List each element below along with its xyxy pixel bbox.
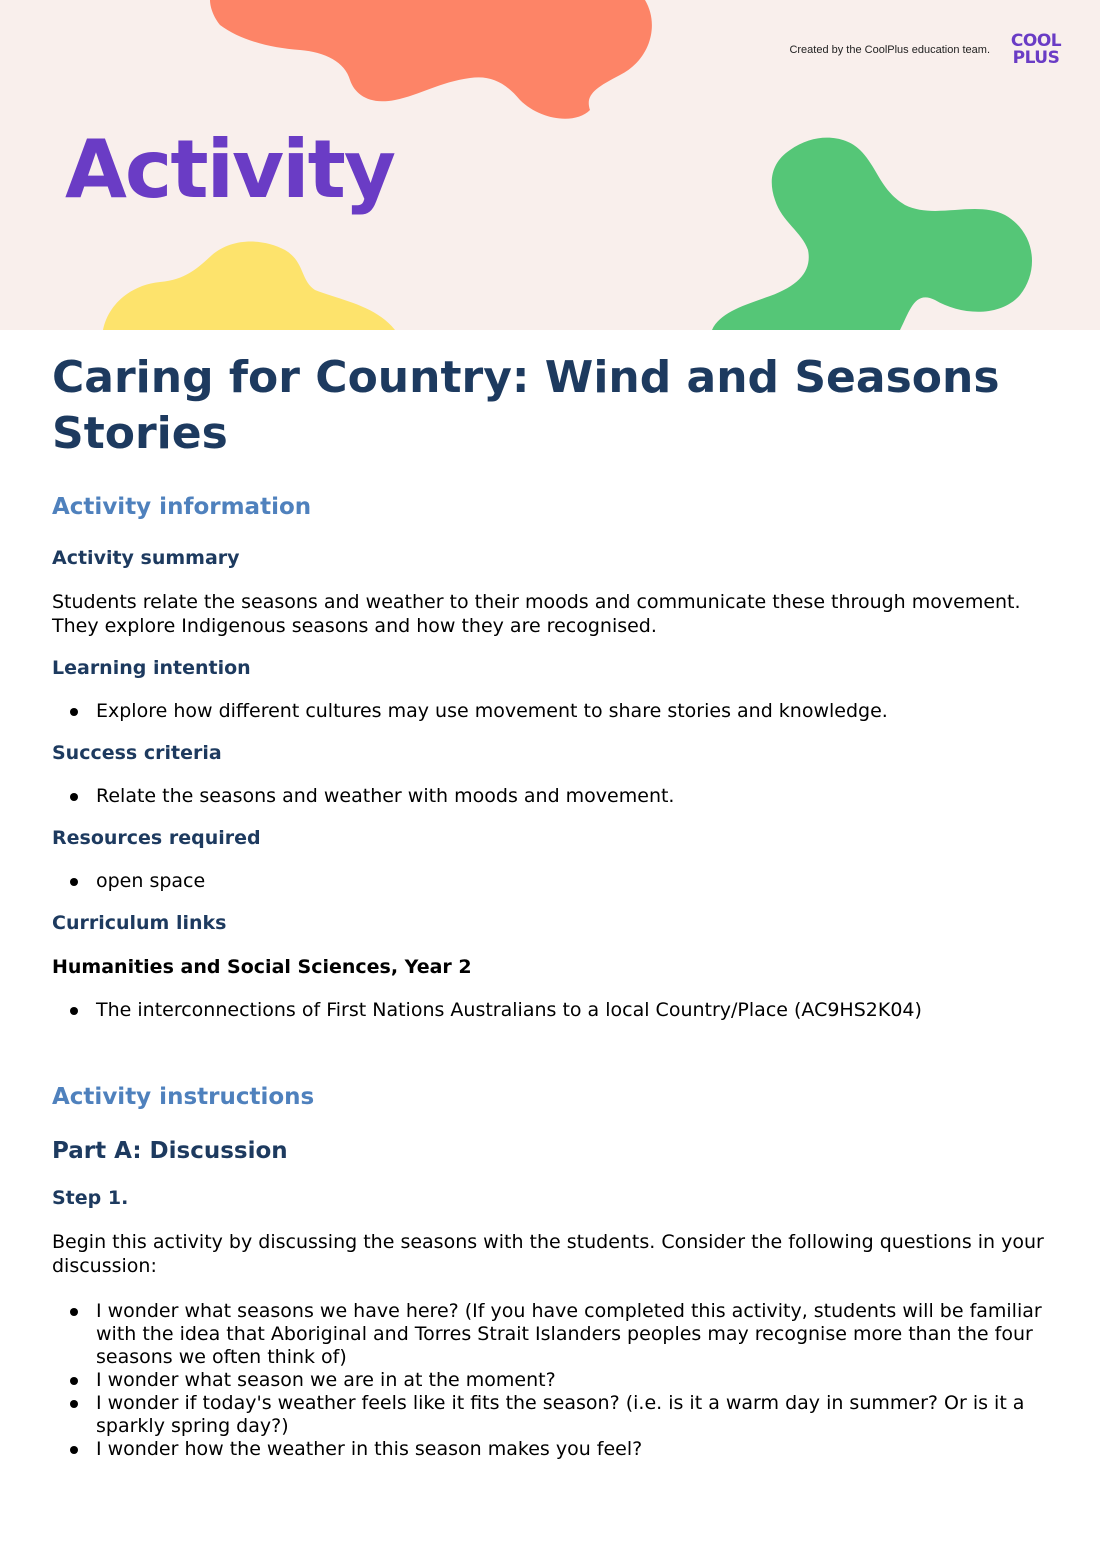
bullet-icon (70, 708, 78, 716)
document-content (52, 350, 1052, 1479)
bullet-icon (70, 1446, 78, 1454)
credit-text: Created by the CoolPlus education team. (789, 44, 990, 56)
coral-blob (210, 0, 652, 119)
coolplus-logo (1005, 33, 1067, 67)
bullet-icon (70, 1377, 78, 1385)
list-item-text: I wonder what season we are in at the moment? (96, 1369, 556, 1391)
list-item-text: Relate the seasons and weather with moods and movement. (96, 785, 675, 807)
list-item (52, 785, 1052, 808)
bullet-icon (70, 878, 78, 886)
list-item (52, 1369, 1052, 1392)
header-title: Activity (65, 123, 394, 216)
document-title: Caring for Country: Wind and Seasons Stories (52, 352, 1000, 459)
learning-intention-heading: Learning intention (52, 657, 251, 679)
logo-line-1: COOL (1010, 31, 1062, 51)
activity-summary-heading: Activity summary (52, 547, 240, 569)
part-a-heading: Part A: Discussion (52, 1138, 288, 1164)
step-1-questions-list (52, 1300, 1052, 1461)
resources-list (52, 870, 1052, 893)
list-item (52, 870, 1052, 893)
list-item (52, 1392, 1052, 1438)
success-criteria-list (52, 785, 1052, 808)
step-1-text: Begin this activity by discussing the seasons with the students. Consider the following questions in your discussion: (52, 1231, 1044, 1277)
activity-instructions-heading: Activity instructions (52, 1084, 315, 1110)
list-item-text: I wonder what seasons we have here? (If you have completed this activity, students will be familiar with the idea that Aboriginal and Torres Strait Islanders peoples may recognise more than the four seasons we often think of) (96, 1300, 1042, 1368)
curriculum-subject: Humanities and Social Sciences, Year 2 (52, 956, 472, 978)
list-item-text: open space (96, 870, 206, 892)
list-item (52, 1438, 1052, 1461)
list-item (52, 700, 1052, 723)
list-item-text: The interconnections of First Nations Australians to a local Country/Place (AC9HS2K04) (96, 999, 922, 1021)
list-item-text: I wonder if today's weather feels like it fits the season? (i.e. is it a warm day in summer? Or is it a sparkly spring day?) (96, 1392, 1025, 1437)
bullet-icon (70, 1308, 78, 1316)
logo-line-2: PLUS (1012, 48, 1060, 68)
list-item-text: I wonder how the weather in this season makes you feel? (96, 1438, 643, 1460)
list-item-text: Explore how different cultures may use movement to share stories and knowledge. (96, 700, 888, 722)
bullet-icon (70, 1007, 78, 1015)
activity-information-heading: Activity information (52, 494, 312, 520)
green-blob (712, 138, 1032, 330)
learning-intention-list (52, 700, 1052, 723)
header-banner (0, 0, 1100, 330)
success-criteria-heading: Success criteria (52, 742, 222, 764)
step-1-heading: Step 1. (52, 1187, 129, 1209)
list-item (52, 1300, 1052, 1369)
resources-heading: Resources required (52, 827, 261, 849)
curriculum-links-heading: Curriculum links (52, 912, 227, 934)
yellow-blob (103, 242, 395, 330)
bullet-icon (70, 793, 78, 801)
list-item (52, 999, 1052, 1022)
curriculum-list (52, 999, 1052, 1022)
bullet-icon (70, 1400, 78, 1408)
activity-summary-text: Students relate the seasons and weather to their moods and communicate these through movement. They explore Indigenous seasons and how they are recognised. (52, 591, 1021, 637)
